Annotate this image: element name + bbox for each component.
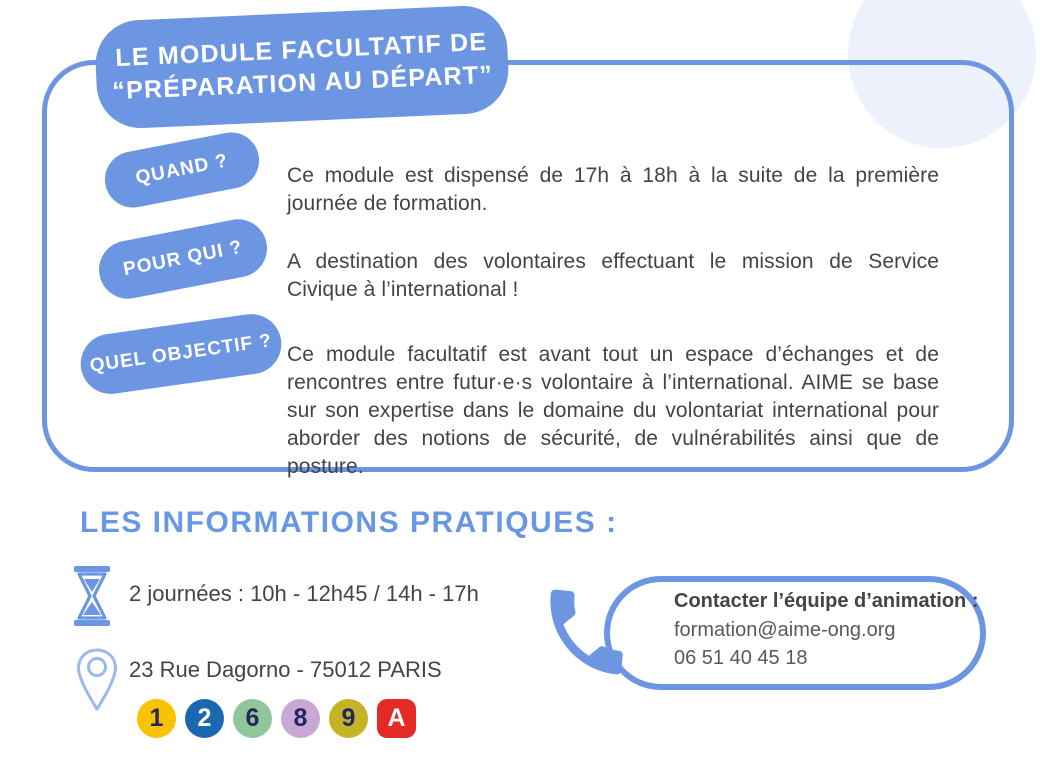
section-text-quel-objectif: Ce module facultatif est avant tout un espace d’échanges et de rencontres entre futur·e·s volontaire à l’international. AIME se base sur son expertise dans le domaine du volontariat international pour aborder des notions de sécurité, de vulnérabilités ainsi que de posture. — [287, 343, 939, 478]
address-text: 23 Rue Dagorno - 75012 PARIS — [129, 657, 442, 682]
contact-content — [674, 590, 978, 675]
section-text-quand: Ce module est dispensé de 17h à 18h à la suite de la première journée de formation. — [287, 164, 939, 215]
metro-line-badge-1: 1 — [137, 699, 176, 738]
module-title-line1: LE MODULE FACULTATIF DE — [114, 27, 488, 73]
practical-info-heading: LES INFORMATIONS PRATIQUES : — [80, 506, 618, 539]
metro-line-badge-9: 9 — [329, 699, 368, 738]
hourglass-icon — [73, 566, 111, 626]
metro-line-badge-8: 8 — [281, 699, 320, 738]
contact-title: Contacter l’équipe d’animation : — [674, 590, 979, 612]
metro-line-badge-A: A — [377, 699, 416, 738]
metro-lines-row — [137, 699, 416, 738]
metro-line-badge-6: 6 — [233, 699, 272, 738]
contact-phone: 06 51 40 45 18 — [674, 647, 808, 669]
module-title-pill — [94, 4, 510, 130]
section-text-pour-qui: A destination des volontaires effectuant le mission de Service Civique à l’international ! — [287, 250, 939, 301]
label-pour-qui-text: POUR QUI ? — [121, 236, 245, 281]
metro-line-badge-2: 2 — [185, 699, 224, 738]
label-quel-objectif-text: QUEL OBJECTIF ? — [88, 330, 274, 377]
phone-handset-icon — [529, 575, 643, 689]
module-title-line2: “PRÉPARATION AU DÉPART” — [111, 60, 494, 106]
label-quand-text: QUAND ? — [133, 150, 230, 189]
schedule-text: 2 journées : 10h - 12h45 / 14h - 17h — [129, 581, 479, 606]
location-pin-icon — [76, 648, 118, 712]
contact-email: formation@aime-ong.org — [674, 619, 896, 641]
